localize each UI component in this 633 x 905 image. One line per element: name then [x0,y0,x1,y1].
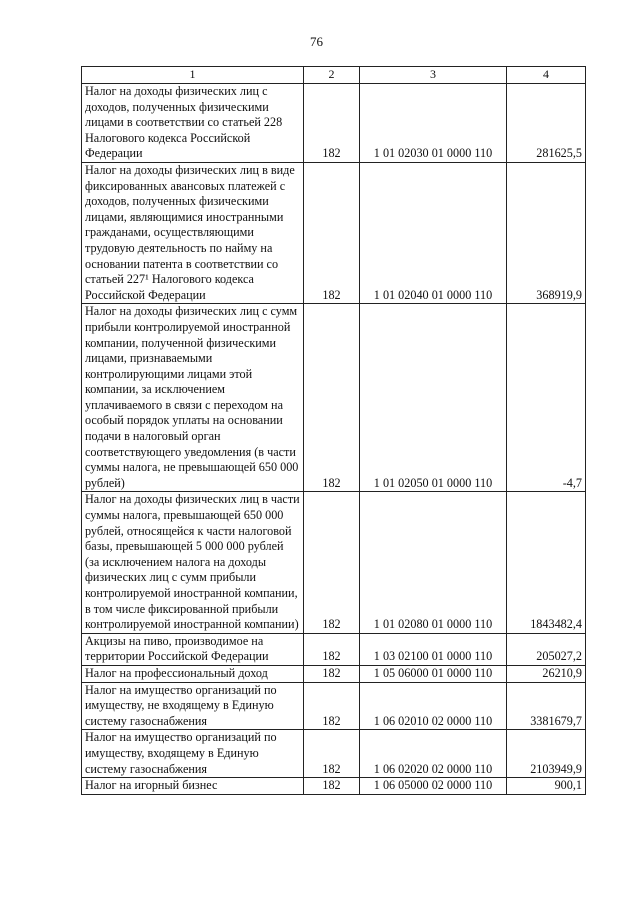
amount: 3381679,7 [507,682,586,730]
budget-classification-code: 1 06 02010 02 0000 110 [360,682,507,730]
table-row [82,84,586,163]
tax-name: Налог на имущество организаций по имуществу, не входящему в Единую систему газоснабжения [82,682,304,730]
admin-code: 182 [304,84,360,163]
table-row [82,162,586,303]
amount: -4,7 [507,304,586,492]
tax-name: Налог на доходы физических лиц с доходов, полученных физическими лицами в соответствии со статьей 228 Налогового кодекса Российской Федерации [82,84,304,163]
revenue-table [81,66,586,795]
table-row [82,633,586,665]
amount: 1843482,4 [507,492,586,633]
amount: 368919,9 [507,162,586,303]
tax-name: Налог на доходы физических лиц в части суммы налога, превышающей 650 000 рублей, относящейся к части налоговой базы, превышающей 5 000 000 рублей (за исключением налога на доходы физических лиц с сумм прибыли контролируемой иностранной компании, в том числе фиксированной прибыли контролируемой иностранной компании) [82,492,304,633]
budget-classification-code: 1 01 02040 01 0000 110 [360,162,507,303]
table-header-row [82,67,586,84]
budget-classification-code: 1 01 02030 01 0000 110 [360,84,507,163]
budget-classification-code: 1 01 02050 01 0000 110 [360,304,507,492]
amount: 26210,9 [507,665,586,682]
table-row [82,304,586,492]
amount: 2103949,9 [507,730,586,778]
table-row [82,665,586,682]
amount: 281625,5 [507,84,586,163]
amount: 900,1 [507,778,586,795]
admin-code: 182 [304,665,360,682]
tax-name: Налог на доходы физических лиц с сумм прибыли контролируемой иностранной компании, полученной физическими лицами, признаваемыми контролирующими лицами этой компании, за исключением уплачиваемого в связи с переходом на особый порядок уплаты на основании подачи в налоговый орган соответствующего уведомления (в части суммы налога, не превышающей 650 000 рублей) [82,304,304,492]
admin-code: 182 [304,304,360,492]
table-row [82,682,586,730]
budget-classification-code: 1 06 05000 02 0000 110 [360,778,507,795]
tax-name: Налог на профессиональный доход [82,665,304,682]
admin-code: 182 [304,682,360,730]
column-header: 2 [304,67,360,84]
amount: 205027,2 [507,633,586,665]
column-header: 3 [360,67,507,84]
table-row [82,730,586,778]
admin-code: 182 [304,633,360,665]
tax-name: Налог на игорный бизнес [82,778,304,795]
admin-code: 182 [304,730,360,778]
tax-name: Налог на доходы физических лиц в виде фиксированных авансовых платежей с доходов, полученных физическими лицами, являющимися иностранными гражданами, осуществляющими трудовую деятельность по найму на основании патента в соответствии со статьей 227¹ Налогового кодекса Российской Федерации [82,162,304,303]
admin-code: 182 [304,778,360,795]
table-row [82,492,586,633]
budget-classification-code: 1 06 02020 02 0000 110 [360,730,507,778]
page-number: 76 [310,34,323,49]
budget-classification-code: 1 01 02080 01 0000 110 [360,492,507,633]
budget-classification-code: 1 05 06000 01 0000 110 [360,665,507,682]
column-header: 4 [507,67,586,84]
table-row [82,778,586,795]
tax-name: Акцизы на пиво, производимое на территории Российской Федерации [82,633,304,665]
budget-classification-code: 1 03 02100 01 0000 110 [360,633,507,665]
admin-code: 182 [304,492,360,633]
column-header: 1 [82,67,304,84]
admin-code: 182 [304,162,360,303]
tax-name: Налог на имущество организаций по имуществу, входящему в Единую систему газоснабжения [82,730,304,778]
